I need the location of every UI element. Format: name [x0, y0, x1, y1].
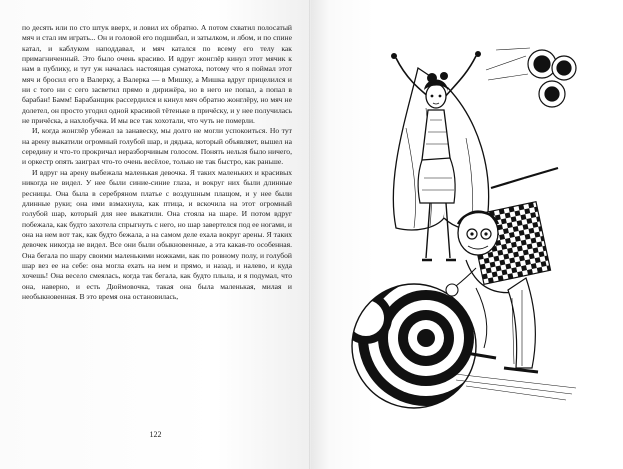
girl-head — [424, 72, 448, 108]
text-column — [22, 23, 292, 302]
striped-ball — [344, 270, 494, 418]
paragraph: И вдруг на арену выбежала маленькая девочка. Я таких маленьких и красивых никогда не видел. У нее были синие-синие глаза, и вокруг них были длинные ресницы. Она была в серебряном платье с воздушным плащом, и у нее были длинные руки; она ими взмахнула, как птица, и вскочила на этот огромный голубой шар, который для нее выкатили. Она стояла на шаре. И потом вдруг побежала, как будто захотела спрыгнуть с него, но шар завертелся под ее ногами, и она на нем вот так, как будто бежала, а на самом деле ехала вокруг арены. Я таких девочек никогда не видел. Все они были обыкновенные, а эта какая-то особенная. Она бегала по шару своими маленькими ножками, как по ровному полу, и голубой шар вез ее на себе: она могла ехать на нем и прямо, и назад, и налево, и куда хочешь! Она весело смеялась, когда так бегала, как будто плыла, и я подумал, что она, наверно, и есть Дюймовочка, такая она была маленькая, милая и необыкновенная. В это время она остановилась, — [22, 167, 292, 301]
paragraph: И, когда жонглёр убежал за занавеску, мы долго не могли успокоиться. Но тут на арену выкатили огромный голубой шар, и дядька, который объявляет, вышел на середину и что-то прокричал неразборчивым голосом. Понять нельзя было ничего, и оркестр опять заиграл что-то очень весёлое, только не так быстро, как раньше. — [22, 126, 292, 167]
paragraph: по десять или по сто штук вверх, и ловил их обратно. А потом схватил полосатый мяч и стал им играть... Он и головой его подшибал, и затылком, и лбом, и по спине катал, и каблуком наподдавал, и мяч катался по всему его телу как примагниченный. Это было очень красиво. И вдруг жонглёр кинул этот мячик к нам в публику, и тут уж началась настоящая суматоха, потому что я поймал этот мяч и бросил его в Валерку, а Валерка — в Мишку, а Мишка вдруг прицелился и ни с того ни с сего засветил прямо в дирижёра, но в него не попал, а попал в барабан! Бамм! Барабанщик рассердился и кинул мяч обратно жонглёру, но мяч не долетел, он просто угодил одной красивой тётеньке в причёску, и у нее получилась не причёска, а нахлобучка. И мы все так хохотали, что чуть не померли. — [22, 23, 292, 126]
spotlight-group — [486, 48, 576, 107]
circus-illustration — [326, 28, 596, 438]
page-number: 122 — [149, 430, 162, 439]
left-page — [0, 0, 311, 469]
